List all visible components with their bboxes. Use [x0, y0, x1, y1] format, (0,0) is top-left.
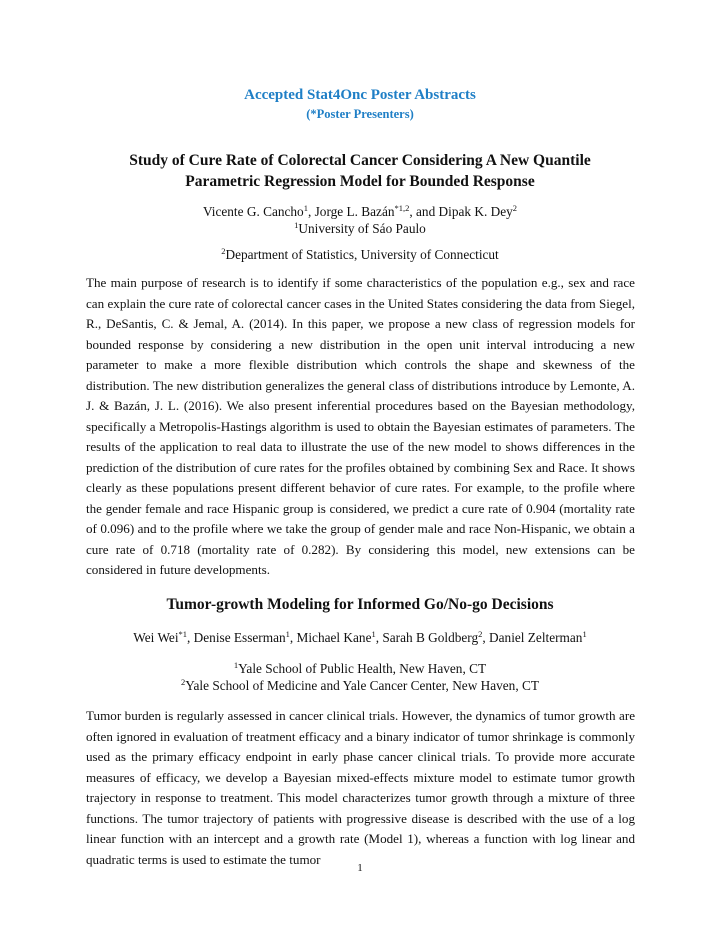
abstract1-body: The main purpose of research is to identify if some characteristics of the population e.g., sex and race can explain the cure rate of colorectal cancer cases in the United States considering the data from Siegel, R., DeSantis, C. & Jemal, A. (2014). In this paper, we propose a new class of regression models for bounded response by considering a new distribution in the open unit interval introducing a new parameter to make a more flexible distribution which controls the shape and skewness of the distribution. The new distribution generalizes the general class of distributions introduce by Lemonte, A. J. & Bazán, J. L. (2016). We also present inferential procedures based on the Bayesian methodology, specifically a Metropolis-Hastings algorithm is used to obtain the Bayesian estimates of parameters. The results of the application to real data to illustrate the use of the new model to shows differences in the prediction of the distribution of cure rates for the profiles obtained by combining Sex and Race. It shows clearly as these populations present different behavior of cure rates. For example, to the profile where the gender female and race Hispanic group is considered, we predict a cure rate of 0.904 (mortality rate of 0.096) and to the profile where we take the group of gender male and race Non-Hispanic, we obtain a cure rate of 0.718 (mortality rate of 0.282). By considering this model, new extensions can be considered in future developments.: [86, 275, 635, 577]
author-name: , Jorge L. Bazán: [307, 204, 395, 219]
abstract2-affiliation-1: [0, 660, 720, 677]
abstract1-title-line2: Parametric Regression Model for Bounded Response: [185, 173, 535, 190]
abstract1-title-line1: Study of Cure Rate of Colorectal Cancer Considering A New Quantile: [129, 152, 591, 169]
author-name: , Denise Esserman: [187, 630, 286, 645]
author-affiliation-sup: 2: [478, 629, 483, 639]
header-title: Accepted Stat4Onc Poster Abstracts: [244, 87, 476, 103]
author-name: , Sarah B Goldberg: [375, 630, 479, 645]
page-number: 1: [357, 862, 363, 874]
abstract2-body: Tumor burden is regularly assessed in cancer clinical trials. However, the dynamics of tumor growth are often ignored in evaluation of treatment efficacy and a binary indicator of tumor shrinkage is commonly used as the primary efficacy endpoint in early phase cancer clinical trials. To provide more accurate measures of efficacy, we develop a Bayesian mixed-effects mixture model to estimate tumor growth trajectory in response to treatment. This model characterizes tumor growth through a mixture of three functions. The tumor trajectory of patients with progressive disease is described with the use of a log linear function with an intercept and a growth rate (Model 1), whereas a function with log linear and quadratic terms is used to estimate the tumor: [86, 708, 635, 867]
affiliation-sup: 1: [294, 220, 299, 230]
abstract2-affiliation-2: [0, 677, 720, 694]
author-affiliation-sup: 1: [582, 629, 587, 639]
author-affiliation-sup: 1: [285, 629, 290, 639]
author-name: Vicente G. Cancho: [202, 204, 304, 219]
author-affiliation-sup: 1: [303, 203, 308, 213]
abstract2-title: Tumor-growth Modeling for Informed Go/No-go Decisions: [166, 596, 554, 613]
affiliation-sup: 2: [221, 246, 226, 256]
affiliation-text: University of Sáo Paulo: [298, 221, 426, 236]
author-affiliation-sup: *1: [178, 629, 188, 639]
abstract2-authors: [0, 629, 720, 646]
author-name: , Michael Kane: [289, 630, 372, 645]
affiliation-sup: 1: [233, 660, 239, 670]
abstract1-authors: [0, 203, 720, 220]
author-name: , Daniel Zelterman: [482, 630, 583, 645]
abstract1-affiliation-2: [0, 246, 720, 263]
author-affiliation-sup: 1: [371, 629, 376, 639]
header-subtitle: (*Poster Presenters): [306, 107, 414, 121]
author-affiliation-sup: 2: [512, 203, 518, 213]
author-name: Wei Wei: [133, 630, 179, 645]
abstract1-affiliation-1: [0, 220, 720, 237]
affiliation-text: Yale School of Public Health, New Haven, CT: [238, 661, 487, 676]
affiliation-text: Yale School of Medicine and Yale Cancer Center, New Haven, CT: [185, 678, 539, 693]
abstract1-title: [0, 150, 720, 192]
affiliation-text: Department of Statistics, University of Connecticut: [225, 247, 499, 262]
affiliation-sup: 2: [181, 677, 186, 687]
author-affiliation-sup: *1,2: [394, 203, 410, 213]
author-name: , and Dipak K. Dey: [409, 204, 513, 219]
